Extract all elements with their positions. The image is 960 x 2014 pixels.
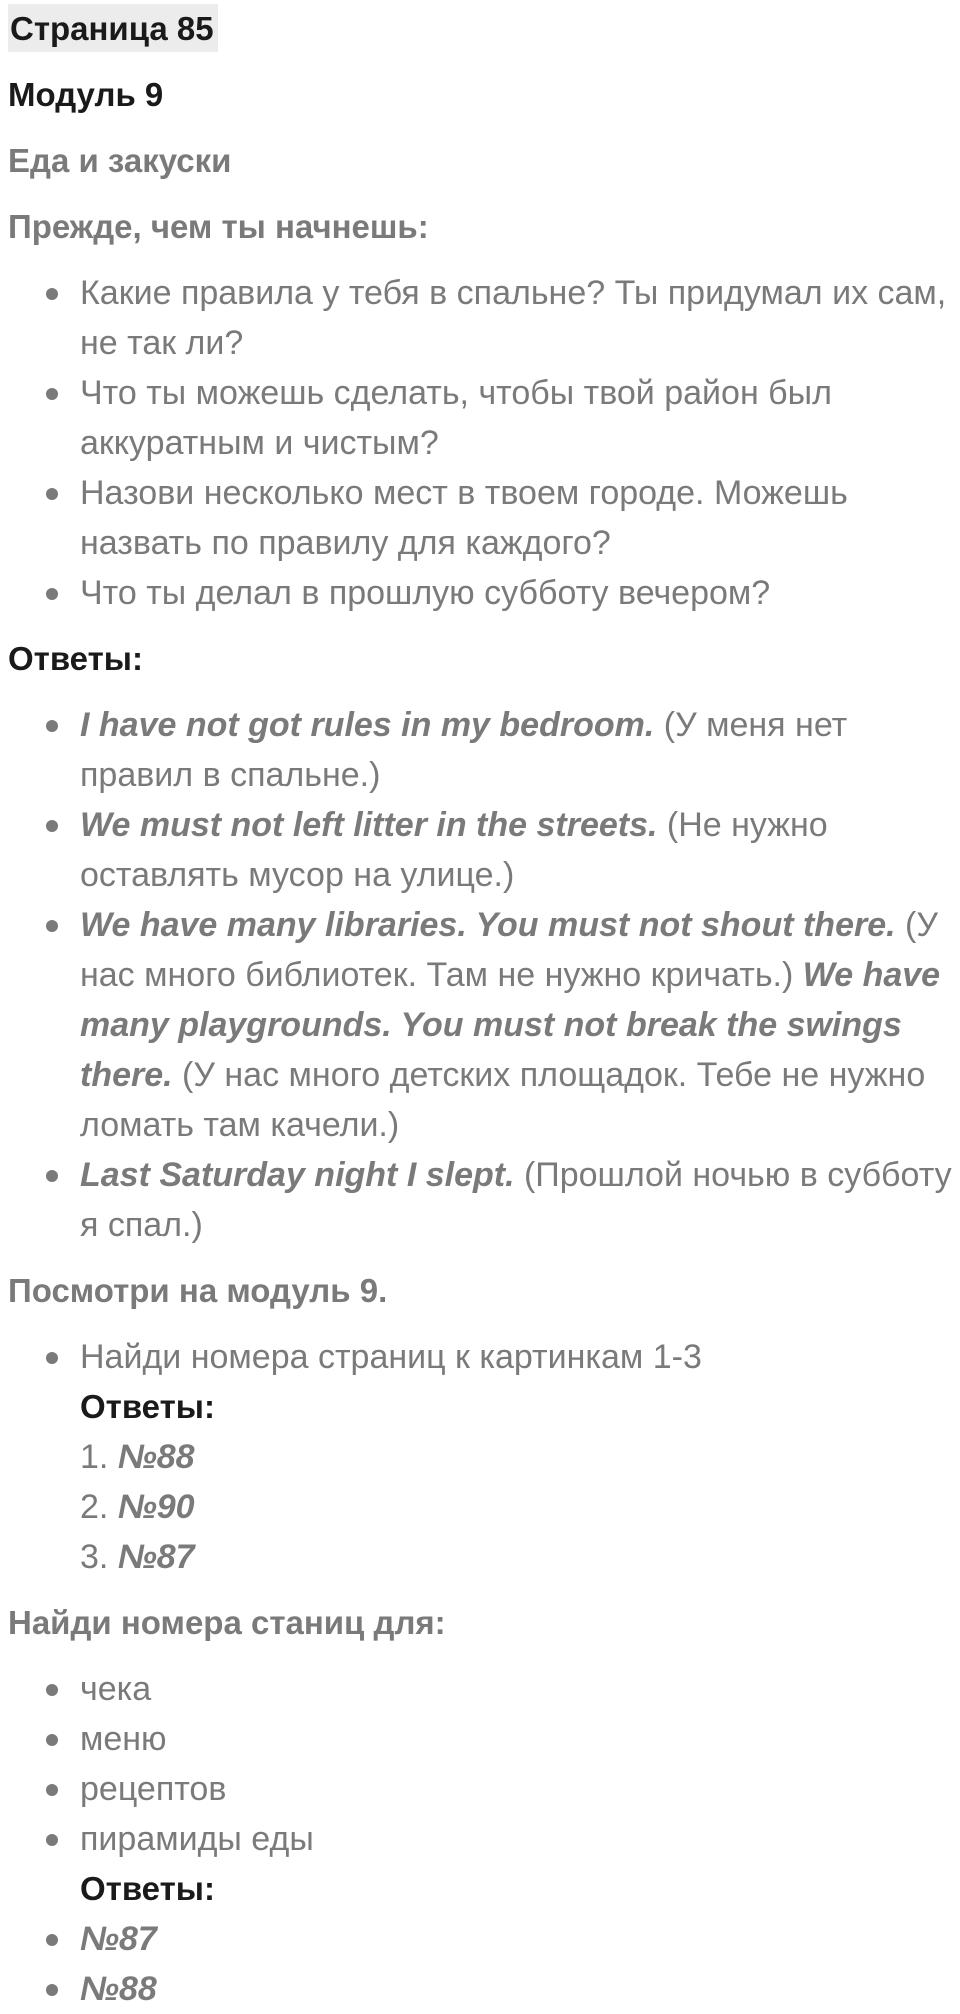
english-answer: I have not got rules in my bedroom. bbox=[80, 706, 655, 744]
answers-heading: Ответы: bbox=[8, 640, 143, 677]
list-item: Что ты можешь сделать, чтобы твой район был аккуратным и чистым? bbox=[8, 368, 960, 468]
english-answer: We have many playgrounds. You must not break the swings there. bbox=[80, 956, 941, 1094]
russian-translation: (У нас много библиотек. Там не нужно кричать.) bbox=[80, 906, 938, 994]
list-item: Назови несколько мест в твоем городе. Можешь назвать по правилу для каждого? bbox=[8, 468, 960, 568]
list-item: пирамиды еды bbox=[8, 1814, 960, 1864]
english-answer: We have many libraries. You must not shout there. bbox=[80, 906, 896, 944]
russian-translation: (Не нужно оставлять мусор на улице.) bbox=[80, 806, 828, 894]
answer-value: №88 bbox=[117, 1438, 195, 1476]
list-item bbox=[8, 1150, 960, 1250]
pictures-task-list bbox=[8, 1332, 960, 1382]
pictures-answers-block bbox=[8, 1382, 960, 1582]
answers-list bbox=[8, 700, 960, 1250]
before-heading: Прежде, чем ты начнешь: bbox=[8, 208, 429, 245]
pages-answers-block bbox=[8, 1864, 960, 1914]
list-item bbox=[8, 700, 960, 800]
list-item: рецептов bbox=[8, 1764, 960, 1814]
numbered-answer bbox=[80, 1482, 960, 1532]
list-item: чека bbox=[8, 1664, 960, 1714]
answer-number: 1. bbox=[80, 1438, 118, 1476]
answers-heading: Ответы: bbox=[80, 1870, 215, 1907]
topic-title: Еда и закуски bbox=[8, 142, 232, 179]
answer-number: 3. bbox=[80, 1538, 118, 1576]
list-item: №88 bbox=[8, 1964, 960, 2014]
numbered-answer bbox=[80, 1532, 960, 1582]
answers-heading: Ответы: bbox=[80, 1388, 215, 1425]
list-item: Какие правила у тебя в спальне? Ты придумал их сам, не так ли? bbox=[8, 268, 960, 368]
english-answer: Last Saturday night I slept. bbox=[80, 1156, 515, 1194]
russian-translation: (У меня нет правил в спальне.) bbox=[80, 706, 848, 794]
answer-value: №90 bbox=[117, 1488, 195, 1526]
russian-translation: (У нас много детских площадок. Тебе не нужно ломать там качели.) bbox=[80, 1056, 926, 1144]
list-item: №87 bbox=[8, 1914, 960, 1964]
answer-number: 2. bbox=[80, 1488, 118, 1526]
page-number-tag: Страница 85 bbox=[8, 4, 218, 52]
numbered-answer bbox=[80, 1432, 960, 1482]
look-heading: Посмотри на модуль 9. bbox=[8, 1272, 388, 1309]
find-pages-heading: Найди номера станиц для: bbox=[8, 1604, 446, 1641]
pages-answers-list bbox=[8, 1914, 960, 2014]
list-item: Найди номера страниц к картинкам 1-3 bbox=[8, 1332, 960, 1382]
questions-list bbox=[8, 268, 960, 618]
list-item bbox=[8, 900, 960, 1150]
answer-value: №87 bbox=[117, 1538, 195, 1576]
english-answer: We must not left litter in the streets. bbox=[80, 806, 658, 844]
list-item: меню bbox=[8, 1714, 960, 1764]
list-item bbox=[8, 800, 960, 900]
russian-translation: (Прошлой ночью в субботу я спал.) bbox=[80, 1156, 952, 1244]
module-title: Модуль 9 bbox=[8, 76, 164, 113]
find-pages-list bbox=[8, 1664, 960, 1864]
list-item: Что ты делал в прошлую субботу вечером? bbox=[8, 568, 960, 618]
